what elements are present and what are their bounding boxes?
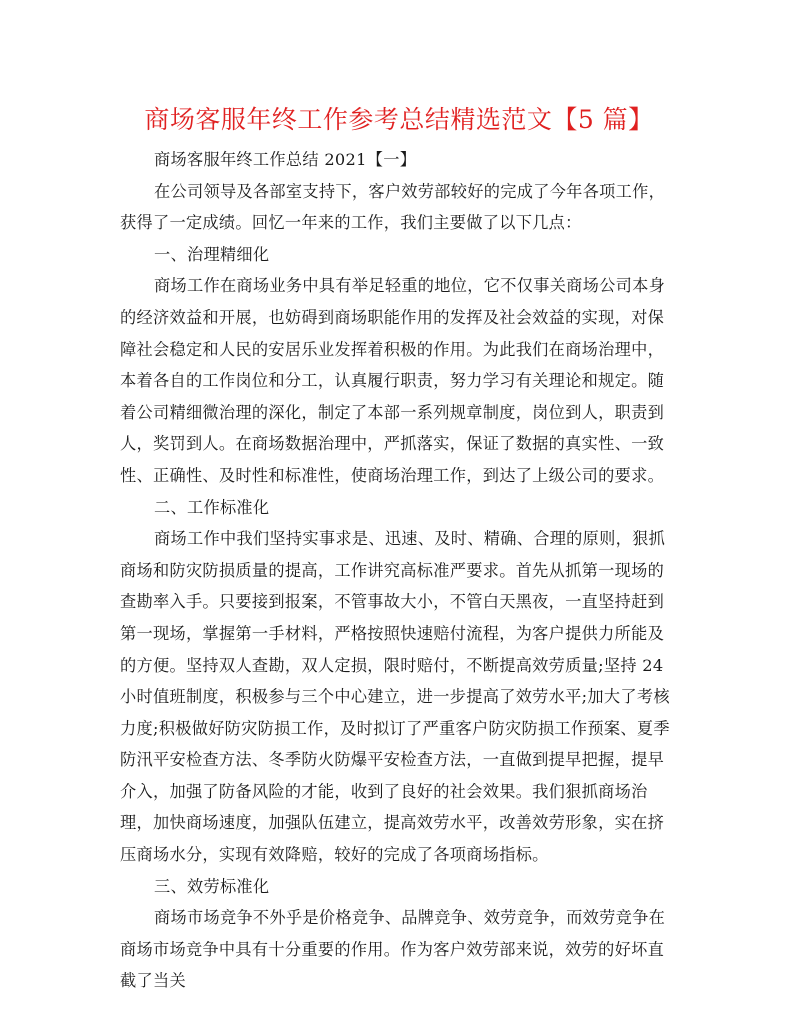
paragraph: 商场工作中我们坚持实事求是、迅速、及时、精确、合理的原则，狠抓商场和防灾防损质量的提高，工作讲究高标准严要求。首先从抓第一现场的查勘率入手。只要接到报案，不管事故大小，不管白天黑夜，一直坚持赶到第一现场，掌握第一手材料，严格按照快速赔付流程，为客户提供力所能及的方便。坚持双人查勘，双人定损，限时赔付，不断提高效劳质量;坚持 24 小时值班制度，积极参与三个中心建立，进一步提高了效劳水平;加大了考核力度;积极做好防灾防损工作，及时拟订了严重客户防灾防损工作预案、夏季防汛平安检查方法、冬季防火防爆平安检查方法，一直做到提早把握，提早介入，加强了防备风险的才能，收到了良好的社会效果。我们狠抓商场治理，加快商场速度，加强队伍建立，提高效劳水平，改善效劳形象，实在挤压商场水分，实现有效降赔，较好的完成了各项商场指标。 xyxy=(120,529,670,865)
section-heading: 一、治理精细化 xyxy=(154,244,270,264)
document-subtitle: 商场客服年终工作总结 2021【一】 xyxy=(154,150,417,169)
document-body xyxy=(120,102,678,997)
paragraph: 商场市场竞争不外乎是价格竞争、品牌竞争、效劳竞争，而效劳竞争在商场市场竞争中具有十分重要的作用。作为客户效劳部来说，效劳的好坏直截了当关 xyxy=(120,908,666,991)
section-heading: 三、效劳标准化 xyxy=(154,876,270,896)
section-heading: 二、工作标准化 xyxy=(154,497,270,517)
paragraph: 在公司领导及各部室支持下，客户效劳部较好的完成了今年各项工作，获得了一定成绩。回忆一年来的工作，我们主要做了以下几点： xyxy=(120,181,666,233)
paragraph: 商场工作在商场业务中具有举足轻重的地位，它不仅事关商场公司本身的经济效益和开展，也妨碍到商场职能作用的发挥及社会效益的实现，对保障社会稳定和人民的安居乐业发挥着积极的作用。为此我们在商场治理中，本着各自的工作岗位和分工，认真履行职责，努力学习有关理论和规定。随着公司精细微治理的深化，制定了本部一系列规章制度，岗位到人，职责到人，奖罚到人。在商场数据治理中，严抓落实，保证了数据的真实性、一致性、正确性、及时性和标准性，使商场治理工作，到达了上级公司的要求。 xyxy=(120,276,666,485)
document-title: 商场客服年终工作参考总结精选范文【5 篇】 xyxy=(144,105,654,134)
